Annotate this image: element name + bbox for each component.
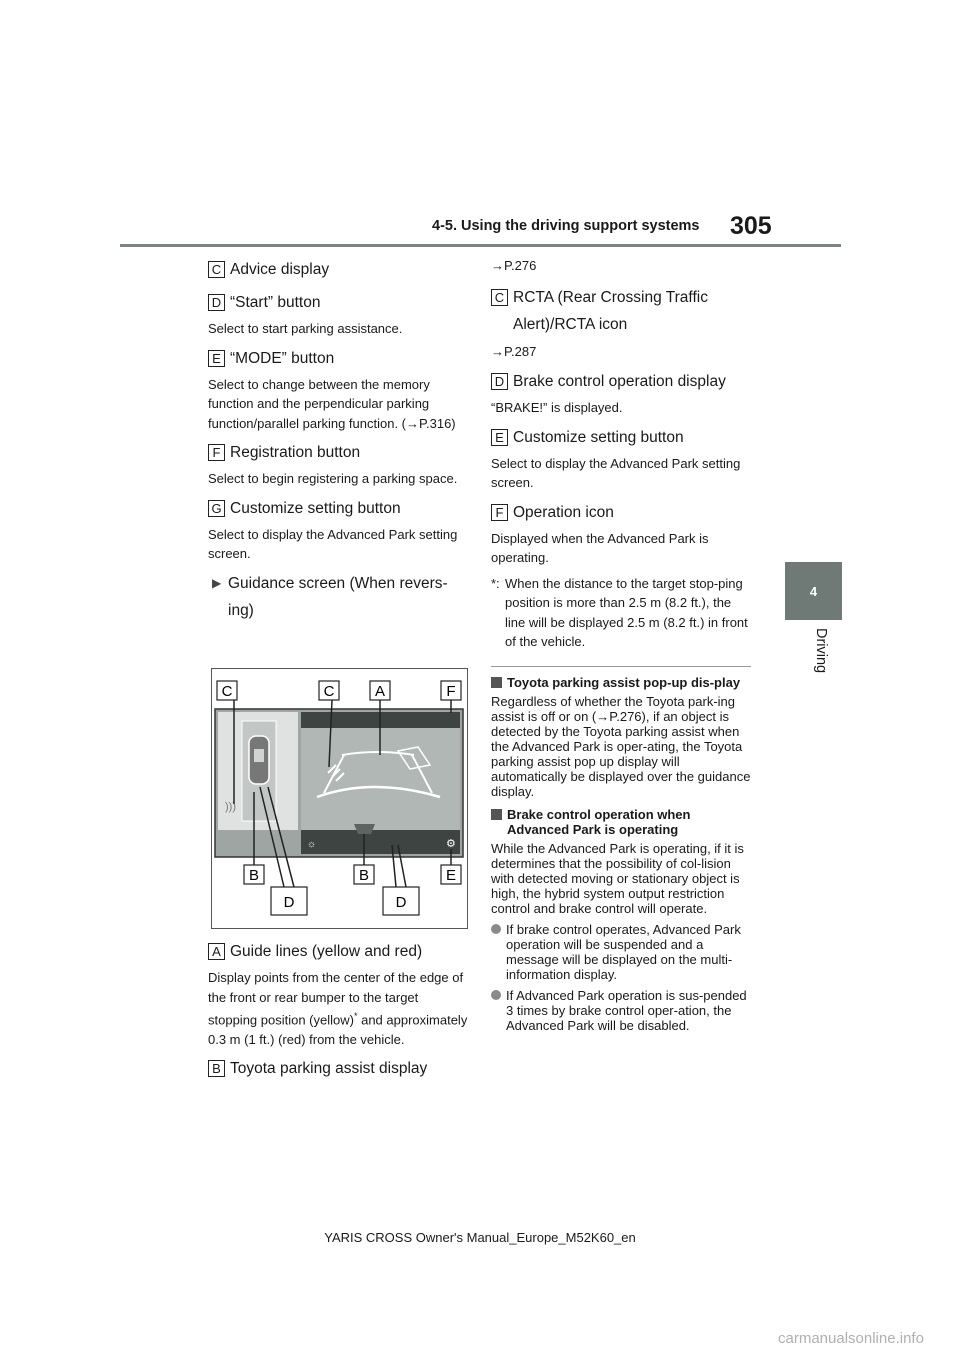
bullet-text: If Advanced Park operation is sus-pended 3 times by brake control oper-ation, the Advanced Park will be disabled. xyxy=(506,987,747,1033)
footnote-mark: * xyxy=(353,1011,358,1021)
chapter-tab: 4 xyxy=(785,562,842,620)
brake-text: While the Advanced Park is operating, if it is determines that the possibility of col-lision with detected moving or stationary object is high, the hybrid system output restriction control and brake control will operate. xyxy=(491,840,744,916)
item-desc: Select to start parking assistance. xyxy=(208,321,403,336)
chapter-label: Driving xyxy=(813,628,829,674)
triangle-right-icon: ▶ xyxy=(212,575,222,590)
footnote-text: When the distance to the target stop-ping position is more than 2.5 m (8.2 ft.), the line will be displayed 2.5 m (8.2 ft.) in front of the vehicle. xyxy=(505,575,748,649)
item-label: “MODE” button xyxy=(230,349,335,367)
vehicle-window xyxy=(254,749,264,762)
item-label: Registration button xyxy=(230,444,361,461)
item-label: Advice display xyxy=(230,261,330,278)
page-reference: →P.287 xyxy=(491,344,537,359)
item-desc: Select to display the Advanced Park setting screen. xyxy=(491,455,741,490)
item-desc: Displayed when the Advanced Park is operating. xyxy=(491,530,709,565)
callout-box: C xyxy=(208,261,225,278)
brake-bullet xyxy=(491,922,751,982)
callout-box: E xyxy=(208,350,225,367)
page-footer: YARIS CROSS Owner's Manual_Europe_M52K60_en xyxy=(324,1230,636,1245)
heading-text: Toyota parking assist pop-up dis-play xyxy=(507,674,741,690)
item-label: Guide lines (yellow and red) xyxy=(230,943,423,960)
brake-heading xyxy=(491,807,751,837)
item-b-parking-assist-display xyxy=(208,1055,468,1082)
guidance-screen-figure xyxy=(211,668,468,929)
rcta-waves-icon: ))) xyxy=(225,801,236,813)
notes-divider xyxy=(491,666,751,667)
operation-icon: ☼ xyxy=(307,839,317,850)
square-bullet-icon xyxy=(491,809,502,820)
popup-heading xyxy=(491,675,751,690)
item-label: Operation icon xyxy=(513,503,614,521)
square-bullet-icon xyxy=(491,677,502,688)
bullet-text: If brake control operates, Advanced Park operation will be suspended and a message will be displayed on the multi-information display. xyxy=(506,921,741,982)
callout-box: F xyxy=(208,444,225,461)
item-desc: Select to display the Advanced Park setting screen. xyxy=(208,526,458,561)
heading-text: Brake control operation when Advanced Park is operating xyxy=(507,806,691,837)
callout-box: G xyxy=(208,500,225,517)
gear-icon: ⚙ xyxy=(446,838,456,850)
watermark: carmanualsonline.info xyxy=(778,1330,924,1347)
callout-box: D xyxy=(491,373,508,390)
item-d-brake-display xyxy=(491,368,751,395)
callout-box: E xyxy=(491,429,508,446)
right-column xyxy=(491,256,751,1033)
item-c-advice-display xyxy=(208,256,468,283)
sub-heading-guidance xyxy=(208,570,468,624)
popup-text: Regardless of whether the Toyota park-ing assist is off or on (→P.276), if an object is detected by the Toyota parking assist when the Advanced Park is oper-ating, the Toyota parking assist pop up display will automatically be displayed over the guidance display. xyxy=(491,693,751,799)
item-label: Toyota parking assist display xyxy=(230,1060,428,1078)
callout-label: E xyxy=(445,867,457,884)
brake-bullet xyxy=(491,988,751,1033)
item-desc xyxy=(208,968,468,1049)
item-g-customize-button xyxy=(208,495,468,522)
callout-label: F xyxy=(446,683,456,700)
camera-bottom-bar xyxy=(301,830,460,854)
item-e-customize-button xyxy=(491,424,751,451)
callout-label: A xyxy=(374,683,386,700)
item-label: RCTA (Rear Crossing Traffic Alert)/RCTA icon xyxy=(513,289,708,333)
circle-bullet-icon xyxy=(491,924,501,934)
callout-box: C xyxy=(491,289,508,306)
item-d-start-button xyxy=(208,289,468,316)
callout-label: D xyxy=(283,894,295,911)
callout-label: B xyxy=(358,867,370,884)
desc-text: Display points from the center of the edge of the front or rear bumper to the target stopping position (yellow) xyxy=(208,970,464,1028)
footnote xyxy=(491,574,751,652)
desc-text: and approximately 0.3 m (1 ft.) (red) from the vehicle. xyxy=(208,1012,468,1047)
callout-box: D xyxy=(208,294,225,311)
item-e-mode-button xyxy=(208,345,468,372)
callout-box: A xyxy=(208,943,225,960)
item-f-operation-icon xyxy=(491,499,751,526)
item-label: Customize setting button xyxy=(513,428,684,446)
left-column-lower xyxy=(208,938,468,1082)
callout-box: F xyxy=(491,504,508,521)
callout-label: B xyxy=(248,867,260,884)
item-c-rcta xyxy=(491,284,751,338)
item-desc: “BRAKE!” is displayed. xyxy=(491,400,623,415)
item-a-guide-lines xyxy=(208,938,468,965)
page-number: 305 xyxy=(730,212,772,240)
header-divider xyxy=(120,244,841,247)
guidance-screen-illustration xyxy=(212,669,467,928)
item-label: Brake control operation display xyxy=(513,373,726,390)
left-column xyxy=(208,256,468,630)
item-desc: Select to change between the memory function and the perpendicular parking function/parallel parking function. (→P.316) xyxy=(208,376,456,431)
circle-bullet-icon xyxy=(491,990,501,1000)
item-label: “Start” button xyxy=(230,294,321,311)
callout-label: C xyxy=(323,683,335,700)
footnote-mark: *: xyxy=(491,575,500,591)
item-desc: Select to begin registering a parking space. xyxy=(208,471,458,486)
page-reference: →P.276 xyxy=(491,258,537,273)
item-f-registration-button xyxy=(208,439,468,466)
section-title: 4-5. Using the driving support systems xyxy=(432,218,700,234)
callout-box: B xyxy=(208,1060,225,1077)
callout-label: D xyxy=(395,894,407,911)
item-label: Customize setting button xyxy=(230,499,401,517)
callout-label: C xyxy=(221,683,233,700)
sub-heading-text: Guidance screen (When revers-ing) xyxy=(228,574,448,619)
